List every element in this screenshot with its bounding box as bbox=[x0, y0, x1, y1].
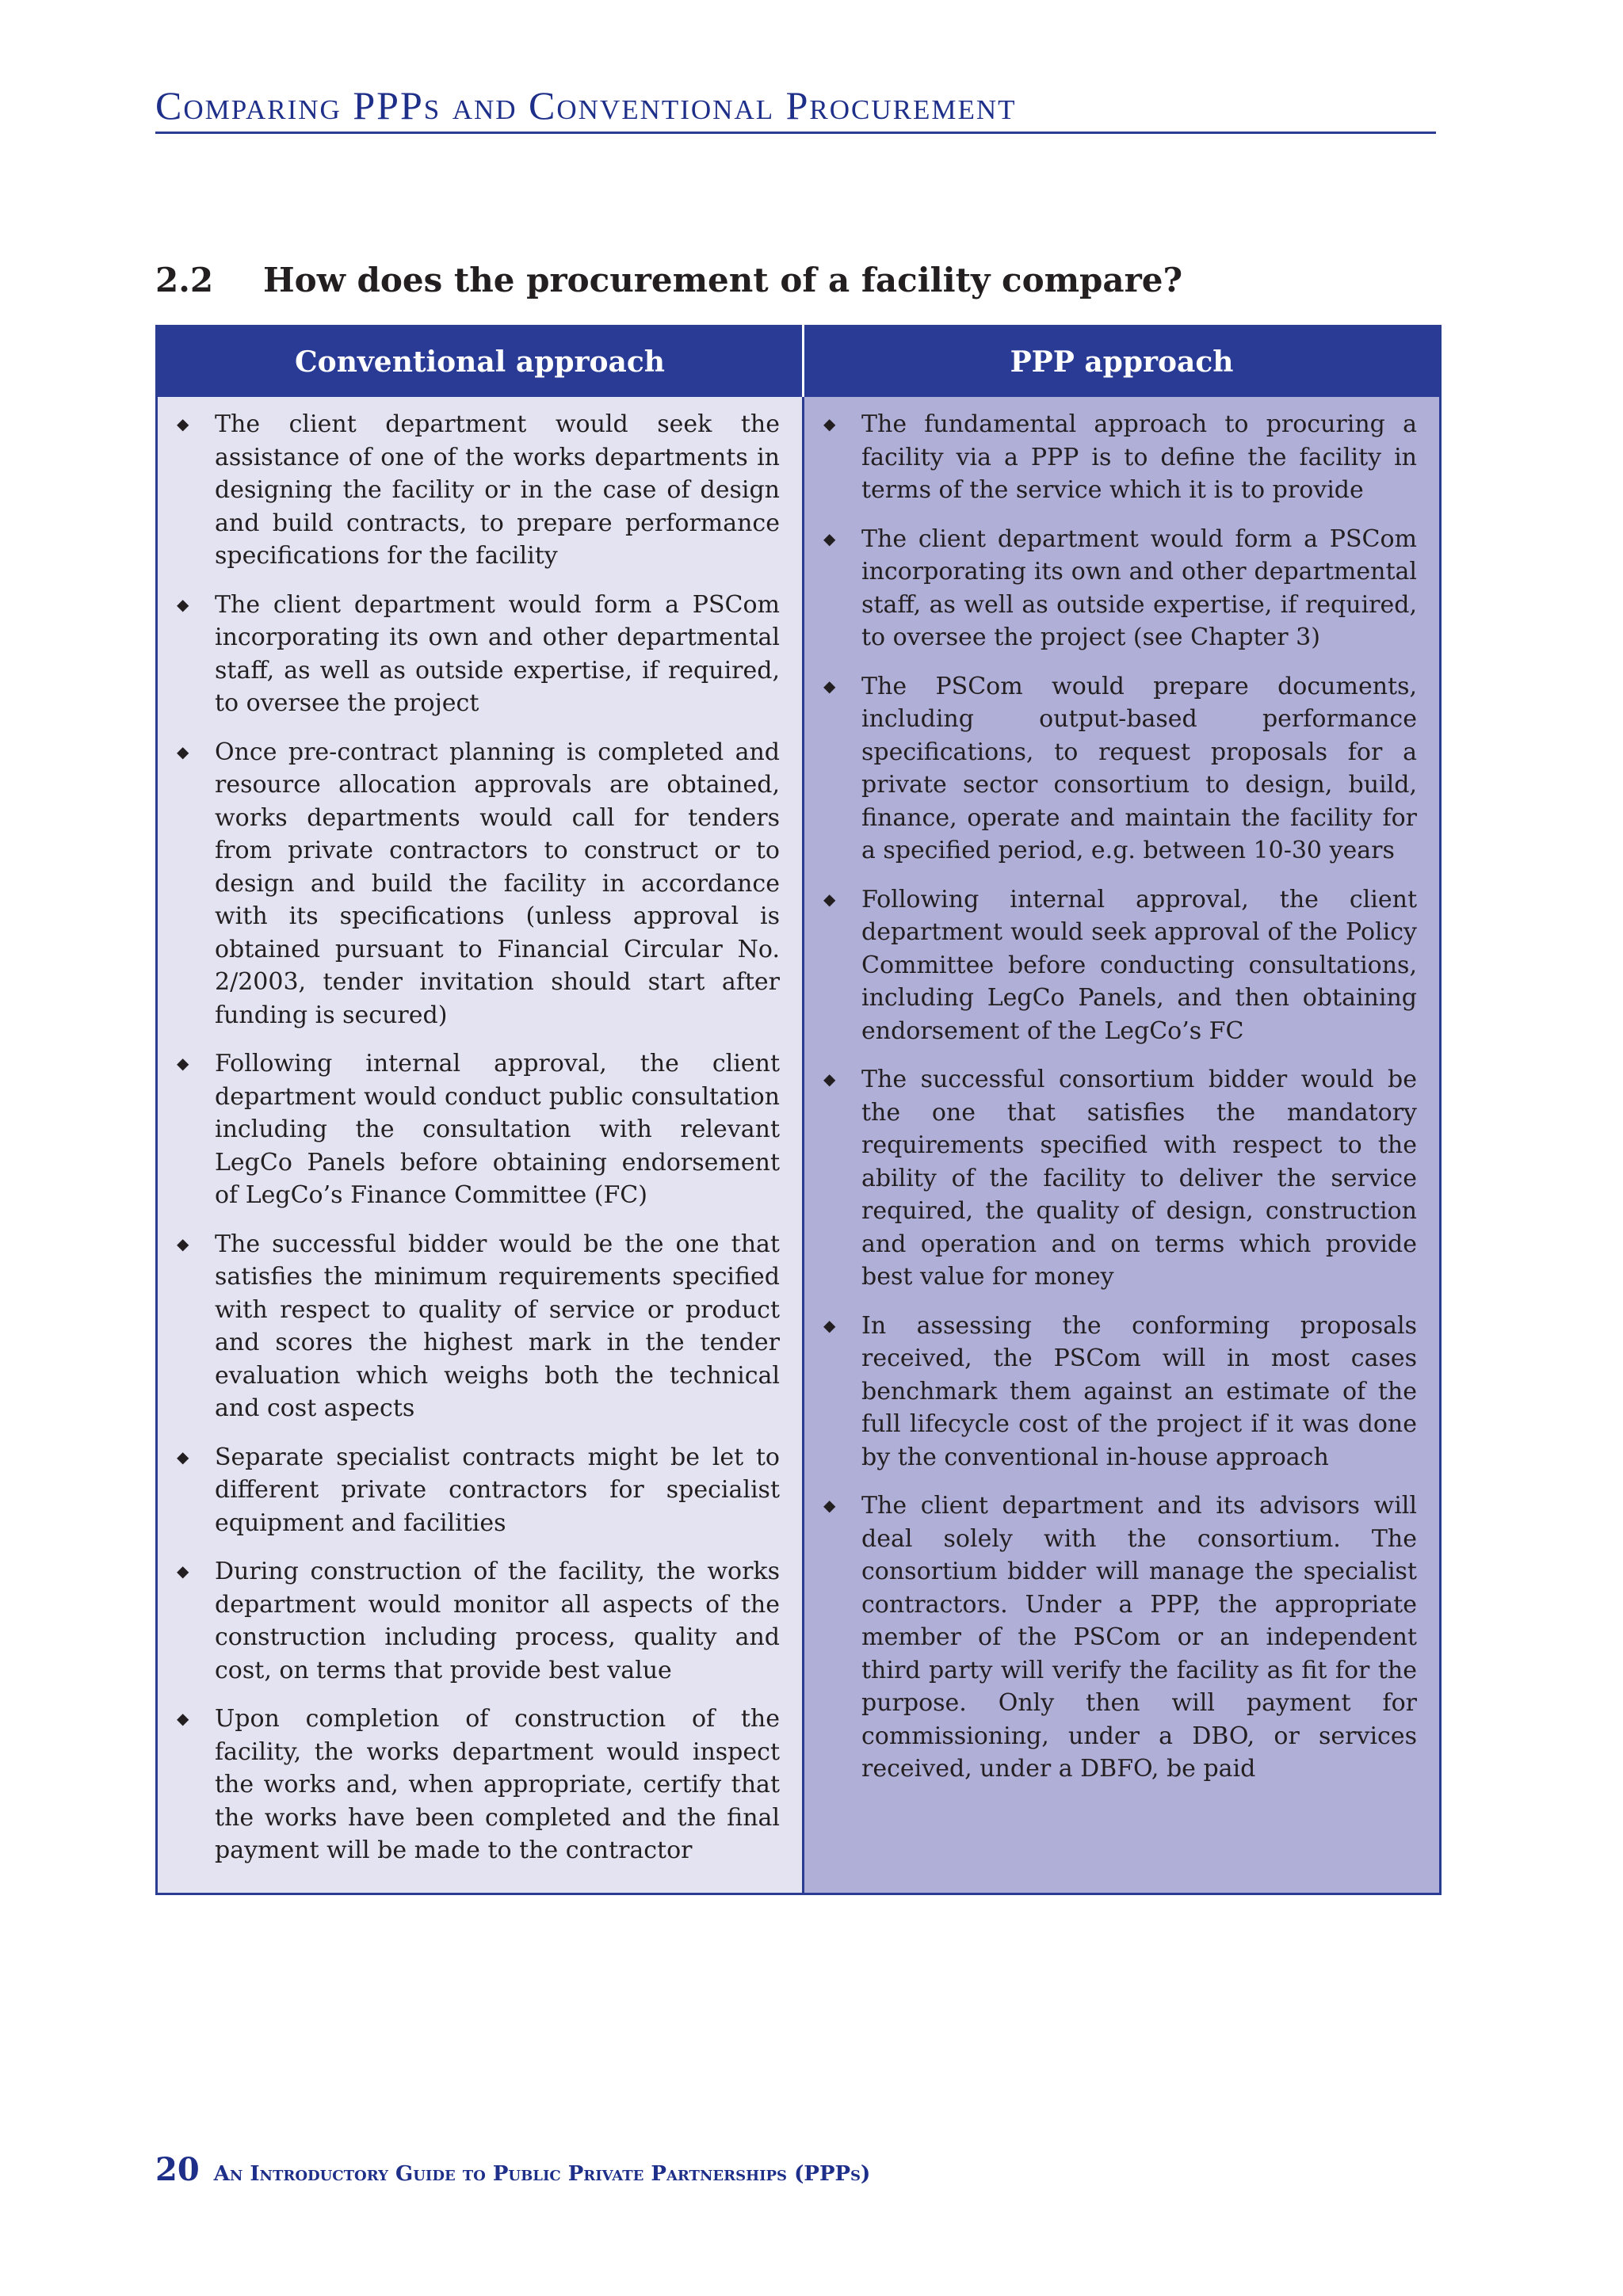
list-item: ◆ The client department and its advisors will deal solely with the consortium. The consortium bidder will manage the specialist contractors. Under a PPP, the appropriate member of the PSCom or an independent third party will verify the facility as fit for the purpose. Only then will payment for commissioning, under a DBO, or services received, under a DBFO, be paid bbox=[820, 1489, 1417, 1786]
section-number: 2.2 bbox=[155, 261, 214, 299]
column-header-ppp: PPP approach bbox=[804, 326, 1441, 398]
diamond-bullet-icon: ◆ bbox=[177, 414, 189, 433]
diamond-bullet-icon: ◆ bbox=[177, 742, 189, 761]
page-number: 20 bbox=[155, 2151, 200, 2188]
list-item: ◆ Separate specialist contracts might be let to different private contractors for specialist equipment and facilities bbox=[174, 1441, 780, 1540]
list-item: ◆ The client department would seek the assistance of one of the works departments in designing the facility or in the case of design and build contracts, to prepare performance specifications for the facility bbox=[174, 408, 780, 573]
diamond-bullet-icon: ◆ bbox=[177, 1234, 189, 1253]
page-footer bbox=[155, 2150, 1265, 2196]
list-item: ◆ The PSCom would prepare documents, including output-based performance specifications, to request proposals for a private sector consortium to design, build, finance, operate and maintain the facility for a specified period, e.g. between 10-30 years bbox=[820, 670, 1417, 868]
diamond-bullet-icon: ◆ bbox=[177, 1562, 189, 1581]
diamond-bullet-icon: ◆ bbox=[177, 1709, 189, 1728]
diamond-bullet-icon: ◆ bbox=[823, 1315, 836, 1335]
conventional-bullet-list bbox=[174, 408, 780, 1867]
ppp-column bbox=[804, 397, 1441, 1894]
running-header: Comparing PPPs and Conventional Procurement bbox=[155, 82, 1436, 134]
diamond-bullet-icon: ◆ bbox=[823, 676, 836, 696]
diamond-bullet-icon: ◆ bbox=[177, 594, 189, 614]
column-header-conventional: Conventional approach bbox=[157, 326, 804, 398]
diamond-bullet-icon: ◆ bbox=[823, 528, 836, 548]
list-item: ◆ The successful bidder would be the one that satisfies the minimum requirements specified with respect to quality of service or product and scores the highest mark in the tender evaluation which weighs both the technical and cost aspects bbox=[174, 1228, 780, 1425]
diamond-bullet-icon: ◆ bbox=[823, 1496, 836, 1515]
diamond-bullet-icon: ◆ bbox=[823, 414, 836, 433]
conventional-column bbox=[157, 397, 804, 1894]
list-item: ◆ The successful consortium bidder would be the one that satisfies the mandatory requirements specified with respect to the ability of the facility to deliver the service required, the quality of design, construction and operation and on terms which provide best value for money bbox=[820, 1063, 1417, 1294]
diamond-bullet-icon: ◆ bbox=[177, 1054, 189, 1073]
list-item: ◆ The fundamental approach to procuring a facility via a PPP is to define the facility in terms of the service which it is to provide bbox=[820, 408, 1417, 507]
diamond-bullet-icon: ◆ bbox=[823, 1070, 836, 1089]
diamond-bullet-icon: ◆ bbox=[823, 889, 836, 909]
list-item: ◆ The client department would form a PSCom incorporating its own and other departmental staff, as well as outside expertise, if required, to oversee the project (see Chapter 3) bbox=[820, 523, 1417, 654]
diamond-bullet-icon: ◆ bbox=[177, 1447, 189, 1466]
list-item: ◆ In assessing the conforming proposals received, the PSCom will in most cases benchmark them against an estimate of the full lifecycle cost of the project if it was done by the conventional in-house approach bbox=[820, 1310, 1417, 1474]
footer-guide-title: An Introductory Guide to Public Private Partnerships (PPPs) bbox=[213, 2162, 871, 2186]
list-item: ◆ Following internal approval, the client department would conduct public consultation including the consultation with relevant LegCo Panels before obtaining endorsement of LegCo’s Finance Committee (FC) bbox=[174, 1047, 780, 1212]
list-item: ◆ Following internal approval, the client department would seek approval of the Policy Committee before conducting consultations, including LegCo Panels, and then obtaining endorsement of the LegCo’s FC bbox=[820, 883, 1417, 1048]
list-item: ◆ The client department would form a PSCom incorporating its own and other departmental staff, as well as outside expertise, if required, to oversee the project bbox=[174, 589, 780, 720]
section-heading bbox=[155, 257, 1439, 304]
list-item: ◆ Once pre-contract planning is completed and resource allocation approvals are obtained, works departments would call for tenders from private contractors to construct or to design and build the facility in accordance with its specifications (unless approval is obtained pursuant to Financial Circular No. 2/2003, tender invitation should start after funding is secured) bbox=[174, 736, 780, 1032]
comparison-table bbox=[155, 325, 1442, 1895]
ppp-bullet-list bbox=[820, 408, 1417, 1786]
list-item: ◆ During construction of the facility, the works department would monitor all aspects of the construction including process, quality and cost, on terms that provide best value bbox=[174, 1555, 780, 1687]
section-title: How does the procurement of a facility compare? bbox=[263, 261, 1183, 299]
list-item: ◆ Upon completion of construction of the facility, the works department would inspect the works and, when appropriate, certify that the works have been completed and the final payment will be made to the contractor bbox=[174, 1703, 780, 1867]
